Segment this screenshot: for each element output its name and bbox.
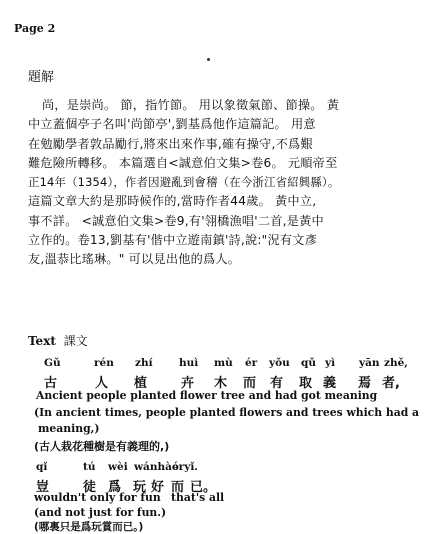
modern-chinese-translation: (哪裏只是爲玩賞而已。) <box>34 521 144 533</box>
hanzi-char: 者, <box>382 376 400 391</box>
pinyin-syllable: wèi <box>108 461 128 473</box>
hanzi-char: 義 <box>323 376 337 391</box>
hanzi-char: 古 <box>44 376 58 391</box>
explanation-line: 尚，是崇尚。 節，指竹節。 用以象徵氣節、節操。 黃 <box>42 98 340 112</box>
hanzi-char: 徒 <box>83 480 97 495</box>
english-gloss: wouldn't only for fun <box>34 491 161 504</box>
pinyin-syllable: yì <box>325 357 336 369</box>
hanzi-char: 豈 <box>36 480 50 495</box>
english-translation: (In ancient times, people planted flowers and trees which had a <box>34 406 420 419</box>
pinyin-syllable: qǔ <box>301 357 316 369</box>
block1-hanzi-row <box>0 372 425 391</box>
explanation-line: 難危險所轉移。 本篇選自<誠意伯文集>卷6。 元順帝至 <box>28 155 338 170</box>
speck-mark <box>207 58 210 61</box>
hanzi-char: 而 <box>243 376 257 391</box>
hanzi-char: 取 <box>299 376 313 391</box>
explanation-line: 這篇文章大約是那時候作的,當時作者44歲。 黃中立, <box>28 194 317 209</box>
page-number: Page 2 <box>14 22 56 35</box>
pinyin-syllable: yǒu <box>269 357 290 369</box>
hanzi-char: 而 <box>171 480 185 495</box>
text-heading-cn: 課文 <box>63 334 88 348</box>
block2-hanzi-row <box>0 476 425 495</box>
block2-pinyin-row <box>0 461 425 477</box>
explanation-paragraph <box>28 96 412 270</box>
hanzi-char: 已。 <box>190 480 217 495</box>
hanzi-char: 有 <box>270 376 284 391</box>
explanation-line: 立作的。卷13,劉基有'偕中立遊南鎮'詩,說:"況有文彥 <box>28 233 318 248</box>
hanzi-char: 卉 <box>181 376 195 391</box>
text-heading-en: Text <box>28 334 56 348</box>
explanation-line: 中立蓋個亭子名叫'尚節亭',劉基爲他作這篇記。 用意 <box>28 117 316 132</box>
pinyin-syllable: qǐ <box>36 461 48 473</box>
text-heading <box>28 332 88 349</box>
hanzi-char: 焉 <box>358 376 372 391</box>
hanzi-char: 玩 <box>133 480 147 495</box>
hanzi-char: 爲 <box>108 480 122 495</box>
english-translation: meaning,) <box>38 422 100 435</box>
english-gloss: Ancient people planted flower tree and had got meaning <box>36 389 378 402</box>
section-heading: 題解 <box>28 70 55 85</box>
explanation-line: 事不詳。 <誠意伯文集>卷9,有'翎橋漁唱'二首,是黃中 <box>28 213 324 228</box>
pinyin-syllable: wánhào <box>134 461 179 473</box>
pinyin-syllable: éryǐ. <box>172 461 198 473</box>
pinyin-syllable: rén <box>94 357 114 369</box>
explanation-line: 友,溫恭比瑤琳。" 可以見出他的爲人。 <box>28 252 241 267</box>
hanzi-char: 人 <box>95 376 109 391</box>
hanzi-char: 植 <box>134 376 148 391</box>
pinyin-syllable: Gǔ <box>44 357 61 369</box>
pinyin-syllable: huì <box>179 357 199 369</box>
english-gloss: that's all <box>171 491 225 504</box>
hanzi-char: 好 <box>151 480 165 495</box>
hanzi-char: 木 <box>214 376 228 391</box>
pinyin-syllable: zhě, <box>384 357 408 369</box>
block1-pinyin-row <box>0 357 425 373</box>
pinyin-syllable: zhí <box>135 357 153 369</box>
pinyin-syllable: mù <box>214 357 233 369</box>
explanation-line: 在勉勵學者敦品勵行,將來出來作事,確有操守,不爲艱 <box>28 136 313 151</box>
modern-chinese-translation: (古人栽花種樹是有義理的,) <box>34 440 170 453</box>
pinyin-syllable: tú <box>83 461 96 473</box>
english-translation: (and not just for fun.) <box>34 506 167 519</box>
explanation-line: 正14年（1354），作者因避亂到會稽（在今浙江省紹興縣）。 <box>28 175 340 190</box>
pinyin-syllable: ér <box>245 357 258 369</box>
pinyin-syllable: yān <box>359 357 380 369</box>
